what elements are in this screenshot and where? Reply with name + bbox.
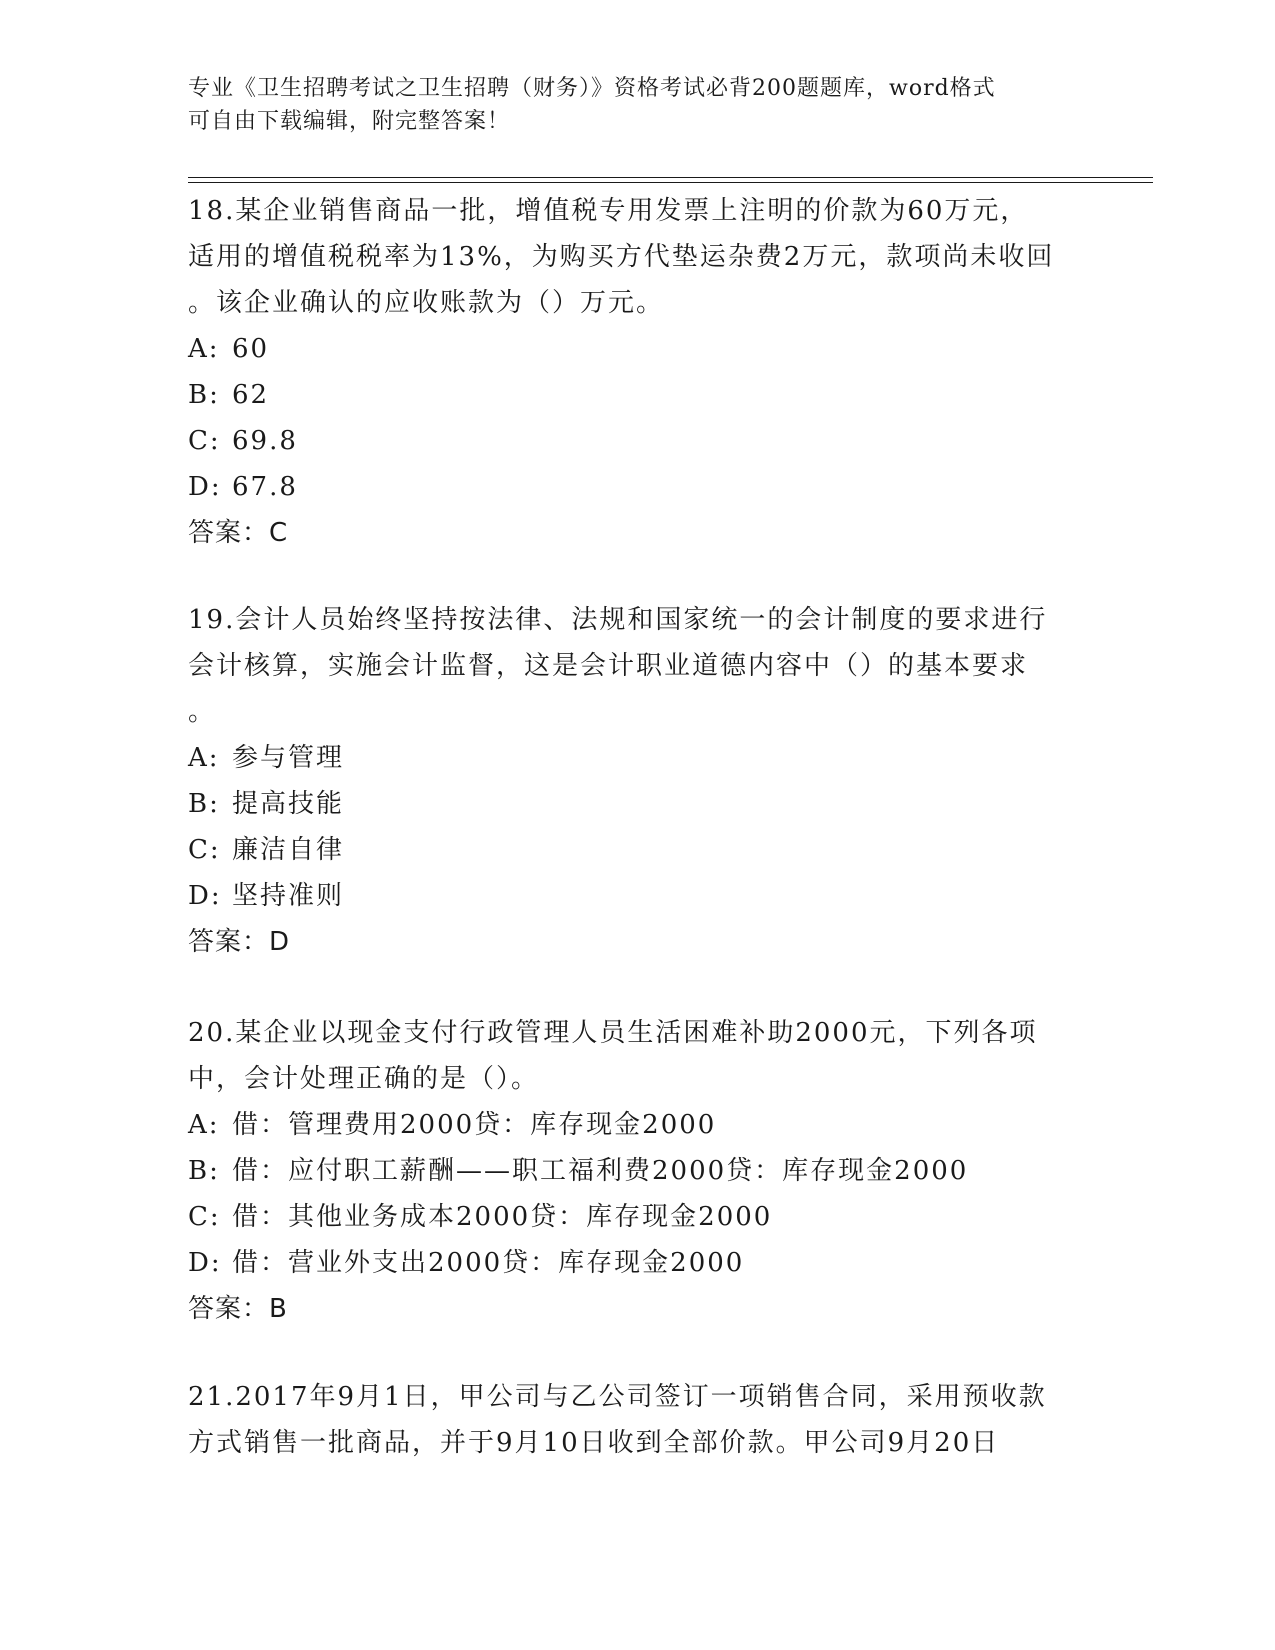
option-text: 67.8: [232, 472, 298, 502]
question-line: 方式销售一批商品，并于9月10日收到全部价款。甲公司9月20日: [188, 1428, 1000, 1458]
question-18: [188, 188, 1088, 556]
option-key: A:: [188, 743, 220, 773]
option-a: [188, 735, 1088, 781]
header-divider-bottom: [188, 182, 1153, 183]
document-header: [188, 72, 1088, 138]
option-d: [188, 464, 1088, 510]
option-key: D:: [188, 472, 222, 502]
option-b: [188, 781, 1088, 827]
option-key: C:: [188, 835, 221, 865]
option-a: [188, 326, 1088, 372]
question-line: 19.会计人员始终坚持按法律、法规和国家统一的会计制度的要求进行: [188, 605, 1048, 635]
header-line-2: 可自由下载编辑，附完整答案！: [188, 109, 511, 134]
question-19: [188, 597, 1088, 965]
option-key: A:: [188, 1110, 220, 1140]
option-text: 参与管理: [232, 743, 345, 773]
option-key: A:: [188, 334, 220, 364]
option-c: [188, 1194, 1088, 1240]
option-c: [188, 827, 1088, 873]
option-text: 60: [232, 334, 270, 364]
option-c: [188, 418, 1088, 464]
answer-label: 答案：B: [188, 1294, 288, 1324]
option-text: 借：其他业务成本2000贷：库存现金2000: [232, 1202, 773, 1232]
question-line: 。该企业确认的应收账款为（）万元。: [188, 288, 665, 318]
question-line: 18.某企业销售商品一批，增值税专用发票上注明的价款为60万元，: [188, 196, 1029, 226]
answer-label: 答案：D: [188, 927, 291, 957]
option-b: [188, 1148, 1088, 1194]
header-divider-top: [188, 177, 1153, 178]
question-line: 20.某企业以现金支付行政管理人员生活困难补助2000元，下列各项: [188, 1018, 1038, 1048]
option-a: [188, 1102, 1088, 1148]
option-key: D:: [188, 1248, 222, 1278]
option-key: D:: [188, 881, 222, 911]
option-text: 廉洁自律: [232, 835, 345, 865]
question-line: 21.2017年9月1日，甲公司与乙公司签订一项销售合同，采用预收款: [188, 1382, 1047, 1412]
option-text: 坚持准则: [232, 881, 345, 911]
header-line-1: 专业《卫生招聘考试之卫生招聘（财务）》资格考试必背200题题库，word格式: [188, 76, 996, 101]
option-key: B:: [188, 380, 220, 410]
answer-label: 答案：C: [188, 518, 289, 548]
option-d: [188, 1240, 1088, 1286]
question-20: [188, 1010, 1088, 1332]
option-text: 62: [232, 380, 270, 410]
option-text: 提高技能: [232, 789, 345, 819]
option-key: C:: [188, 426, 221, 456]
option-text: 69.8: [232, 426, 298, 456]
question-line: 会计核算，实施会计监督，这是会计职业道德内容中（）的基本要求: [188, 651, 1029, 681]
question-line: 。: [188, 697, 217, 727]
option-key: B:: [188, 789, 220, 819]
option-d: [188, 873, 1088, 919]
option-text: 借：营业外支出2000贷：库存现金2000: [232, 1248, 745, 1278]
question-line: 适用的增值税税率为13%，为购买方代垫运杂费2万元，款项尚未收回: [188, 242, 1055, 272]
option-key: C:: [188, 1202, 221, 1232]
option-text: 借：管理费用2000贷：库存现金2000: [232, 1110, 717, 1140]
option-b: [188, 372, 1088, 418]
question-21: [188, 1374, 1088, 1466]
option-text: 借：应付职工薪酬——职工福利费2000贷：库存现金2000: [232, 1156, 969, 1186]
option-key: B:: [188, 1156, 220, 1186]
question-line: 中，会计处理正确的是（）。: [188, 1064, 540, 1094]
